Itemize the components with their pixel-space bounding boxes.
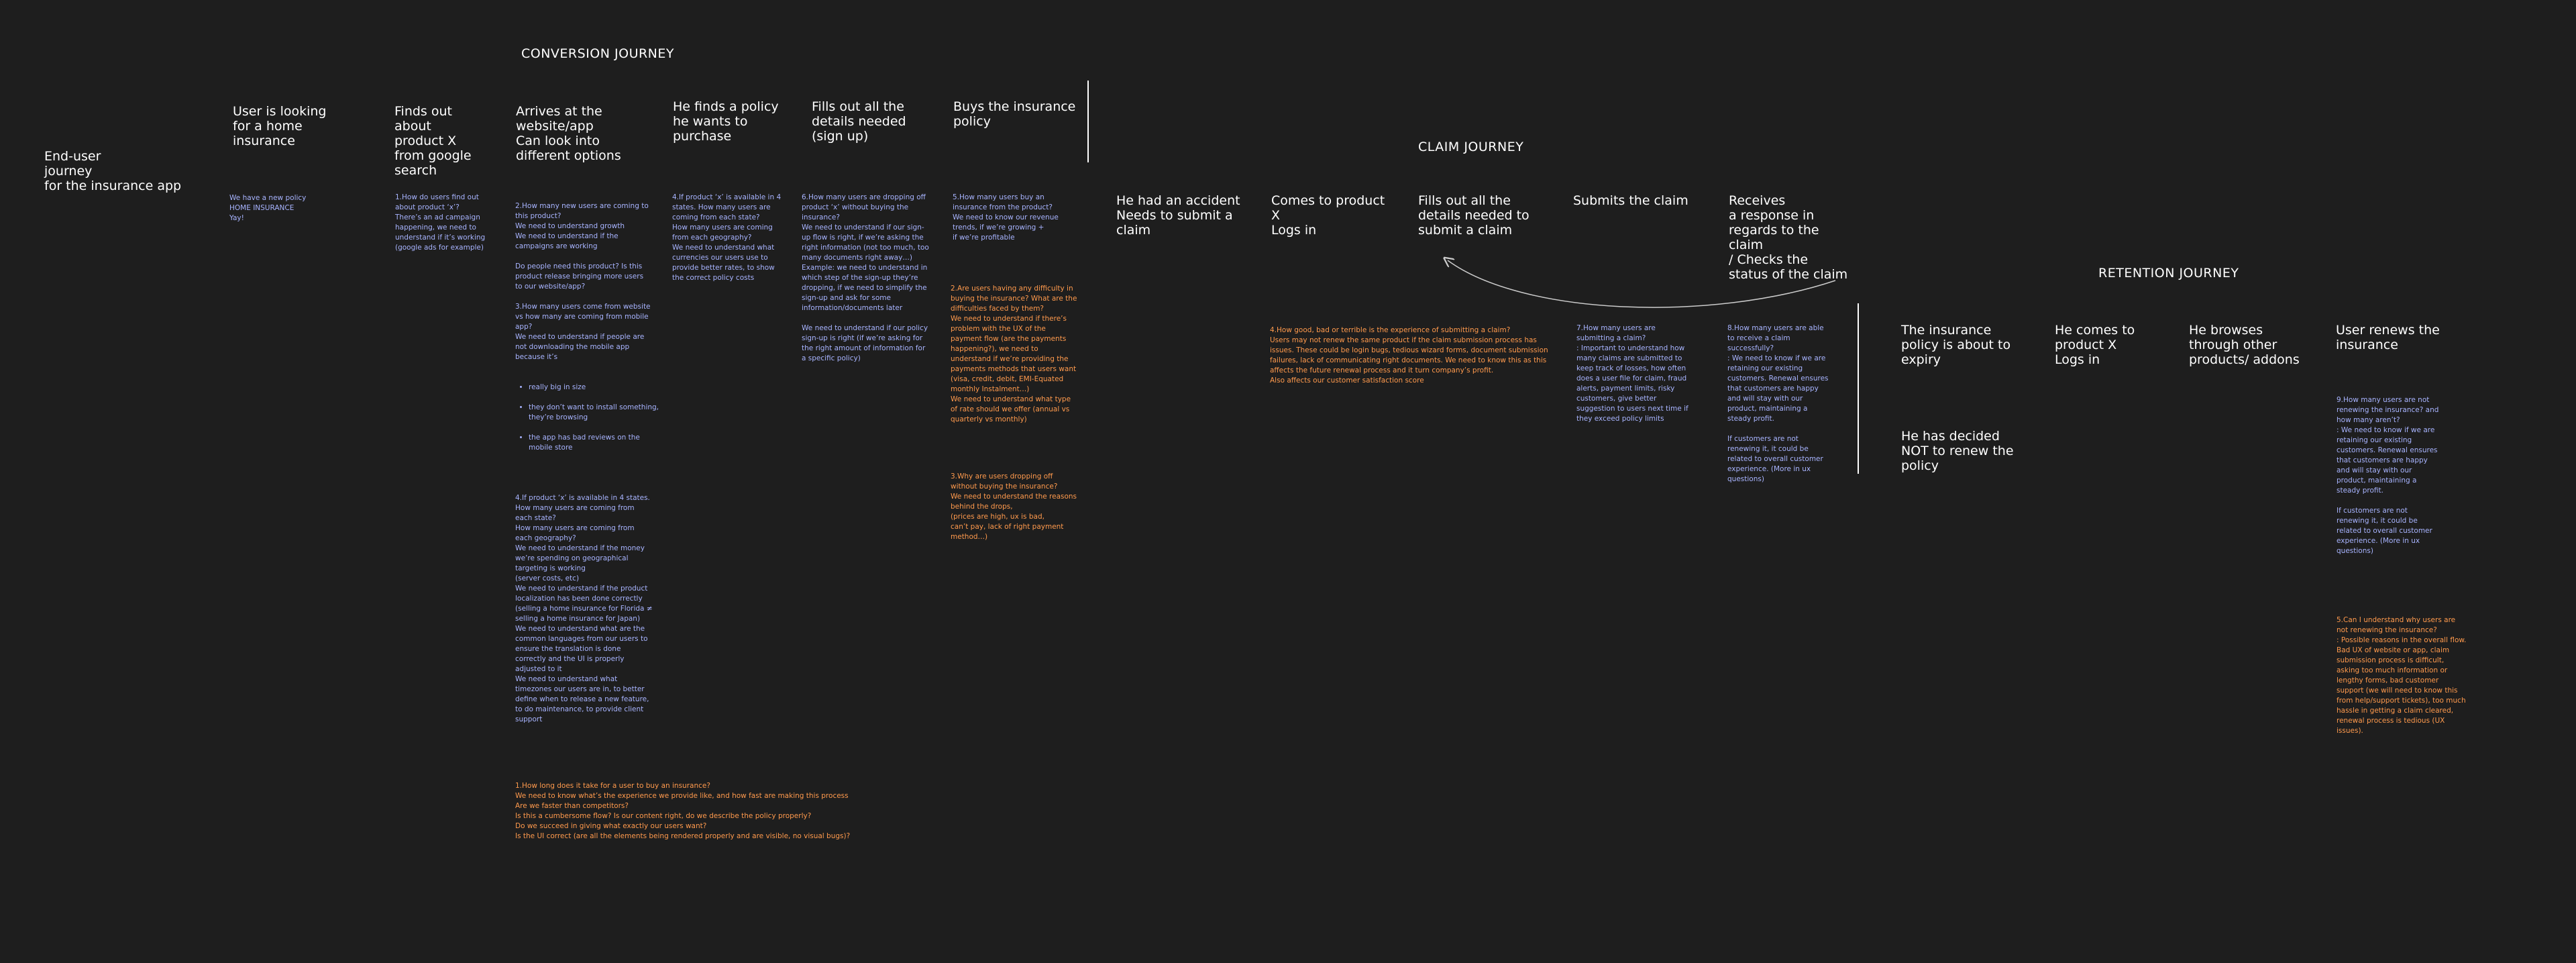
claim-stage-5-note: 8.How many users are able to receive a claim successfully? : We need to know if we are retaining our existing customers. Renewal ensures that customers are happy and will stay with our product, maintaining a steady profit. If customers are not renewing it, it could be related to overall customer experience. (More in ux questions) xyxy=(1727,324,1829,483)
conversion-stage-3-reasons xyxy=(515,372,661,463)
retention-stage-4-note: 9.How many users are not renewing the insurance? and how many aren’t? : We need to know if we are retaining our existing customers. Renewal ensures that customers are happy and will stay with our product, maintaining a steady profit. If customers are not renewing it, it could be related to overall customer experience. (More in ux questions) xyxy=(2337,396,2439,555)
conversion-journey-title: CONVERSION JOURNEY xyxy=(521,46,675,61)
claim-stage-1-label: He had an accident Needs to submit a claim xyxy=(1116,193,1240,238)
retention-stage-1-alt-label: He has decided NOT to renew the policy xyxy=(1901,429,2014,473)
claim-ux-question: 4.How good, bad or terrible is the experience of submitting a claim? Users may not renew the same product if the claim submission process has issues. These could be login bugs, tedious wizard forms, document submission failures, lack of communicating right documents. We need to know this as this affects the future renewal process and it turn company’s profit. Also affects our customer satisfaction score xyxy=(1270,326,1548,385)
conversion-stage-2-note: 1.How do users find out about product ‘x’? There’s an ad campaign happening, we need to understand if it’s working (google ads for example) xyxy=(395,193,486,252)
conversion-stage-4-note: 4.If product ‘x’ is available in 4 states. How many users are coming from each state? How many users are coming from each geography? We need to understand what currencies our users use to provide better rates, to show the correct policy costs xyxy=(672,193,782,282)
retention-journey-title: RETENTION JOURNEY xyxy=(2098,266,2239,281)
conversion-claim-divider xyxy=(1087,81,1089,162)
conversion-stage-5-label: Fills out all the details needed (sign up) xyxy=(812,99,906,144)
conversion-stage-3-label: Arrives at the website/app Can look into different options xyxy=(516,104,621,163)
conversion-stage-6-ux-question-b: 3.Why are users dropping off without buying the insurance? We need to understand the reasons behind the drops, (prices are high, ux is bad, can’t pay, lack of right payment method…) xyxy=(951,472,1077,541)
conversion-stage-3-note-b: 4.If product ‘x’ is available in 4 states. How many users are coming from each state? How many users are coming from each geography? We need to understand if the money we’re spending on geographical targeting is working (server costs, etc) We need to understand if the product localization has been done correctly (selling a home insurance for Florida ≠ selling a home insurance for Japan) We need to understand what are the common languages from our users to ensure the translation is done correctly and the UI is properly adjusted to it We need to understand what timezones our users are in, to better define when to release a new feature, to do maintenance, to provide client support xyxy=(515,494,653,723)
claim-journey-title: CLAIM JOURNEY xyxy=(1418,140,1524,154)
claim-stage-4-label: Submits the claim xyxy=(1573,193,1688,208)
conversion-stage-1-label: User is looking for a home insurance xyxy=(233,104,327,148)
conversion-ux-question: 1.How long does it take for a user to buy an insurance? We need to know what’s the experience we provide like, and how fast are making this process Are we faster than competitors? Is this a cumbersome flow? Is our content right, do we describe the policy properly? Do we succeed in giving what exactly our users want? Is the UI correct (are all the elements being rendered properly and are visible, no visual bugs)? xyxy=(515,782,851,840)
conversion-stage-4-label: He finds a policy he wants to purchase xyxy=(673,99,779,144)
retention-ux-question: 5.Can I understand why users are not renewing the insurance? : Possible reasons in the overall flow. Bad UX of website or app, claim submission process is difficult, asking too much information or lengthy forms, bad customer support (we will need to know this from help/support tickets), too much hassle in getting a claim cleared, renewal process is tedious (UX issues). xyxy=(2337,616,2467,735)
retention-stage-3-label: He browses through other products/ addons xyxy=(2189,323,2300,367)
retention-stage-4-label: User renews the insurance xyxy=(2336,323,2440,352)
claim-stage-2-label: Comes to product X Logs in xyxy=(1271,193,1385,238)
retention-stage-1-label: The insurance policy is about to expiry xyxy=(1901,323,2011,367)
reason-item: • the app has bad reviews on the mobile store xyxy=(529,433,661,453)
conversion-stage-1-note: We have a new policy HOME INSURANCE Yay! xyxy=(229,194,307,222)
journey-intro: End-user journey for the insurance app xyxy=(44,149,182,193)
retention-stage-2-label: He comes to product X Logs in xyxy=(2055,323,2135,367)
reason-item: • they don’t want to install something, they’re browsing xyxy=(529,403,661,423)
conversion-stage-3-note-a: 2.How many new users are coming to this product? We need to understand growth We need to understand if the campaigns are working Do people need this product? Is this product release bringing more users to our website/app? 3.How many users come from website vs how many are coming from mobile app? We need to understand if people are not downloading the mobile app because it’s xyxy=(515,202,651,361)
conversion-stage-3-note xyxy=(515,191,661,735)
claim-stage-4-note: 7.How many users are submitting a claim? : Important to understand how many claims are submitted to keep track of losses, how often does a user file for claim, fraud alerts, payment limits, risky customers, give better suggestion to users next time if they exceed policy limits xyxy=(1576,324,1688,423)
claim-stage-3-label: Fills out all the details needed to submit a claim xyxy=(1418,193,1529,238)
claim-stage-5-label: Receives a response in regards to the claim / Checks the status of the claim xyxy=(1729,193,1848,282)
claim-retention-divider xyxy=(1858,303,1859,474)
conversion-stage-2-label: Finds out about product X from google search xyxy=(394,104,472,178)
conversion-stage-5-note: 6.How many users are dropping off product ‘x’ without buying the insurance? We need to understand if our sign- up flow is right, if we’re asking the right information (not too much, too many documents right away…) Example: we need to understand in which step of the sign-up they’re dropping, if we need to simplify the sign-up and ask for some information/documents later We need to understand if our policy sign-up is right (if we’re asking for the right amount of information for a specific policy) xyxy=(802,193,929,362)
conversion-stage-6-note: 5.How many users buy an insurance from the product? We need to know our revenue trends, if we’re growing + if we’re profitable xyxy=(953,193,1059,242)
conversion-stage-6-label: Buys the insurance policy xyxy=(953,99,1076,129)
conversion-stage-6-ux-question-a: 2.Are users having any difficulty in buying the insurance? What are the difficulties faced by them? We need to understand if there’s problem with the UX of the payment flow (are the payments happening?), we need to understand if we’re providing the payments methods that users want (visa, credit, debit, EMI-Equated monthly Instalment…) We need to understand what type of rate should we offer (annual vs quarterly vs monthly) xyxy=(951,285,1077,423)
reason-item: • really big in size xyxy=(529,383,661,393)
